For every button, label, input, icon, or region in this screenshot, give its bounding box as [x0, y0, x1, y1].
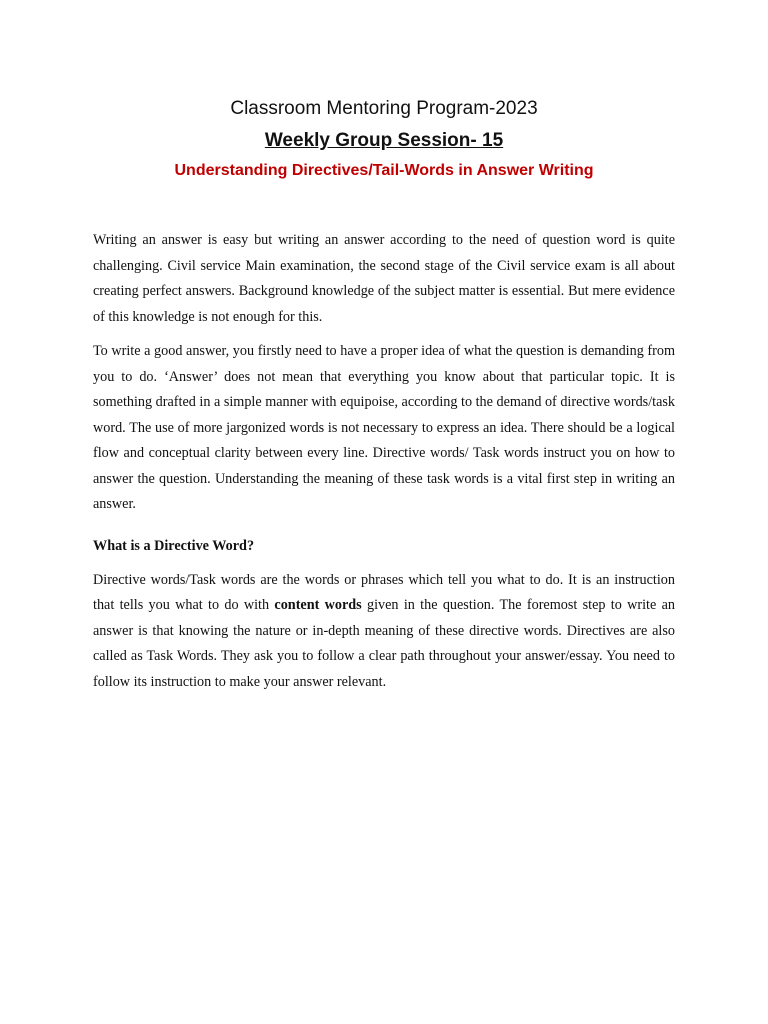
paragraph-directive-words	[93, 568, 675, 696]
paragraph-text-part: Directive words/Task words are the words or phrases which tell you what to do. It is an instruction that tells you what to do with	[93, 571, 675, 613]
paragraph-intro: Writing an answer is easy but writing an answer according to the need of question word is quite challenging. Civil service Main examination, the second stage of the Civil service exam is all about creating perfect answers. Background knowledge of the subject matter is essential. But mere evidence of this knowledge is not enough for this.	[93, 232, 675, 325]
document-header	[93, 0, 675, 182]
paragraph-text-part: given in the question. The foremost step to write an answer is that knowing the nature or in-depth meaning of these directive words. Directives are also called as Task Words. They ask you to follow a clear path throughout your answer/essay. You need to follow its instruction to make your answer relevant.	[93, 597, 675, 690]
section-heading: What is a Directive Word?	[93, 537, 255, 554]
document-subtitle: Understanding Directives/Tail-Words in Answer Writing	[174, 162, 594, 179]
paragraph-good-answer: To write a good answer, you firstly need to have a proper idea of what the question is demanding from you to do. ‘Answer’ does not mean that everything you know about that particular topic. It is something drafted in a simple manner with equipoise, according to the demand of directive words/task word. The use of more jargonized words is not necessary to express an idea. There should be a logical flow and conceptual clarity between every line. Directive words/ Task words instruct you on how to answer the question. Understanding the meaning of these task words is a vital first step in writing an answer.	[93, 343, 675, 512]
session-title: Weekly Group Session- 15	[264, 130, 504, 151]
bold-term: content words	[274, 597, 362, 613]
document-title: Classroom Mentoring Program-2023	[230, 98, 538, 119]
